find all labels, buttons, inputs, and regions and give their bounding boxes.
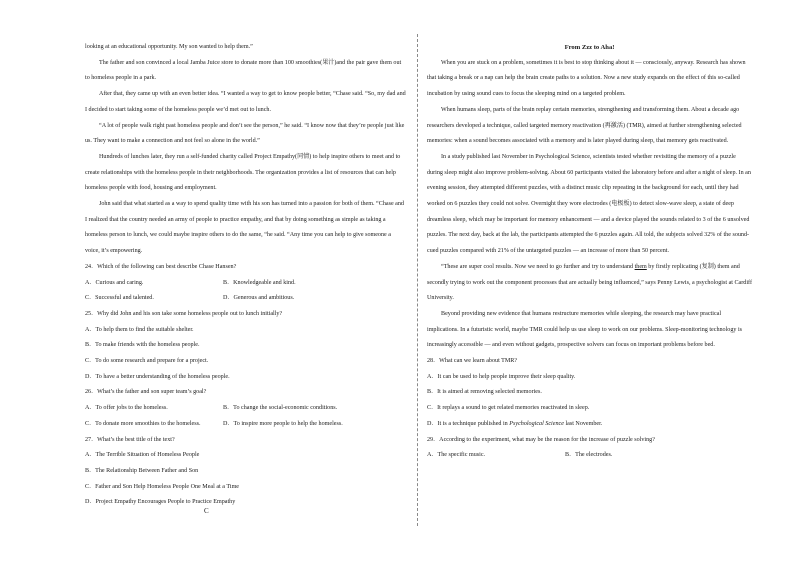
left-column xyxy=(85,40,406,511)
option-a[interactable]: A．It can be used to help people improve their sleep quality. xyxy=(427,373,576,380)
paragraph: John said that what started as a way to spend quality time with his son has turned into a passion for both of them. “Chase and I realized that the country needed an army of people to practice empathy, and that by doing something as simple as taking a homeless person to lunch, we could maybe inspire others to do the same, “he said. “Any time you can help to give someone a voice, it’s empowering. xyxy=(85,201,404,255)
paragraph xyxy=(427,260,752,307)
question-26-stem: 26．What’s the father and son super team’s goal? xyxy=(85,389,207,396)
paragraph: Hundreds of lunches later, they run a self-funded charity called Project Empathy(同情) to help inspire others to meet and to create relationships with the homeless people in their neighborhoods. The organization provides a list of resources that can help homeless people with food, housing and employment. xyxy=(85,153,401,192)
option-d[interactable]: D．Generous and ambitious. xyxy=(223,295,295,302)
question-29-stem: 29．According to the experiment, what may be the reason for the increase of puzzle solving? xyxy=(427,436,655,443)
text: “These are super cool results. Now we need to go further and try to understand xyxy=(441,263,635,270)
paragraph: looking at an educational opportunity. My son wanted to help them.” xyxy=(85,44,253,50)
option-d[interactable] xyxy=(427,417,752,433)
option-b[interactable]: B．Knowledgeable and kind. xyxy=(223,279,296,286)
paragraph: Beyond providing new evidence that humans restructure memories while sleeping, the research may have practical implications. In a futuristic world, maybe TMR could help us use sleep to work on our problems. Sleep-monitoring technology is increasingly accessible — and even without gadgets, prospective solvers can focus on important problems before bed. xyxy=(427,310,743,349)
text: last November. xyxy=(563,420,603,427)
option-a[interactable]: A．To offer jobs to the homeless. xyxy=(85,405,168,412)
option-c[interactable]: C．It replays a sound to get related memories reactivated in sleep. xyxy=(427,405,590,412)
option-c[interactable]: C．To do some research and prepare for a project. xyxy=(85,358,209,365)
underlined-word: them xyxy=(634,263,647,270)
column-divider xyxy=(417,34,418,526)
question-24-stem: 24．Which of the following can best describe Chase Hansen? xyxy=(85,263,237,270)
option-c[interactable]: C．To donate more smoothies to the homeless. xyxy=(85,420,201,427)
question-29-options-row1 xyxy=(427,448,752,464)
option-b[interactable]: B．The Relationship Between Father and Son xyxy=(85,467,199,474)
option-b[interactable]: B．To make friends with the homeless people. xyxy=(85,342,200,349)
option-a[interactable]: A．The specific music. xyxy=(427,452,486,459)
option-a[interactable]: A．The Terrible Situation of Homeless People xyxy=(85,452,200,459)
question-26-options-row2 xyxy=(85,417,406,433)
option-b[interactable]: B．The electrodes. xyxy=(565,452,613,459)
question-26-options-row1 xyxy=(85,401,406,417)
option-c[interactable]: C．Successful and talented. xyxy=(85,295,154,302)
paragraph: When humans sleep, parts of the brain replay certain memories, strengthening and transforming them. About a decade ago researchers developed a technique, called targeted memory reactivation (再激活) (TMR), aimed at further strengthening selected memories: when a sound becomes associated with a memory and is later played during sleep, that memory gets reactivated. xyxy=(427,106,742,145)
option-d[interactable]: D．Project Empathy Encourages People to Practice Empathy xyxy=(85,499,236,506)
option-a[interactable]: A．To help them to find the suitable shelter. xyxy=(85,326,194,333)
question-24-options-row2 xyxy=(85,291,406,307)
question-28-stem: 28．What can we learn about TMR? xyxy=(427,358,518,365)
question-25-stem: 25．Why did John and his son take some homeless people out to lunch initially? xyxy=(85,310,283,317)
section-letter: C xyxy=(204,507,209,515)
text: by firstly replicating (复制) them and secondly trying to work out the component processes that are actually being influenced,” says Penny Lewis, a psychologist at Cardiff University. xyxy=(427,263,752,302)
journal-name: Psychological Science xyxy=(509,420,564,427)
option-c[interactable]: C．Father and Son Help Homeless People One Meal at a Time xyxy=(85,483,240,490)
question-27-stem: 27．What’s the best title of the text? xyxy=(85,436,175,443)
option-a[interactable]: A．Curious and caring. xyxy=(85,279,144,286)
question-24-options-row1 xyxy=(85,276,406,292)
paragraph: In a study published last November in Psychological Science, scientists tested whether revisiting the memory of a puzzle during sleep might also improve problem-solving. About 60 participants visited the laboratory before and after a night of sleep. In an evening session, they attempted different puzzles, with a distinct music clip repeating in the background for each, until they had worked on 6 puzzles they could not solve. Overnight they wore electrodes (电极板) to detect slow-wave sleep, a state of deep dreamless sleep, which may be important for memory enhancement — and a device played the sounds related to 3 of the 6 unsolved puzzles. The next day, back at the lab, the participants attempted the 6 puzzles again. All told, the subjects solved 32% of the sound-cued puzzles compared with 21% of the untargeted puzzles — an increase of more than 50 percent. xyxy=(427,153,751,255)
paragraph: When you are stuck on a problem, sometimes it is best to stop thinking about it — consciously, anyway. Research has shown that taking a break or a nap can help the brain create paths to a solution. Now a new study expands on the effect of this so-called incubation by using sound cues to focus the sleeping mind on a targeted problem. xyxy=(427,59,746,98)
text: D．It is a technique published in xyxy=(427,420,510,427)
option-b[interactable]: B．To change the social-economic conditions. xyxy=(223,405,338,412)
option-d[interactable]: D．To inspire more people to help the homeless. xyxy=(223,420,343,427)
passage-title: From Zzz to Aha! xyxy=(564,44,615,51)
paragraph: After that, they came up with an even better idea. “I wanted a way to get to know people better, “Chase said. “So, my dad and I decided to start taking some of the homeless people we’d met out to lunch. xyxy=(85,91,406,113)
paragraph: The father and son convinced a local Jamba Juice store to donate more than 100 smoothies(果汁)and the pair gave them out to homeless people in a park. xyxy=(85,59,402,82)
option-b[interactable]: B．It is aimed at removing selected memories. xyxy=(427,389,542,396)
paragraph: “A lot of people walk right past homeless people and don’t see the person,” he said. “I know now that they’re people just like us. They want to make a connection and not feel so alone in the world.” xyxy=(85,122,405,145)
option-d[interactable]: D．To have a better understanding of the homeless people. xyxy=(85,373,230,380)
right-column xyxy=(427,40,752,464)
